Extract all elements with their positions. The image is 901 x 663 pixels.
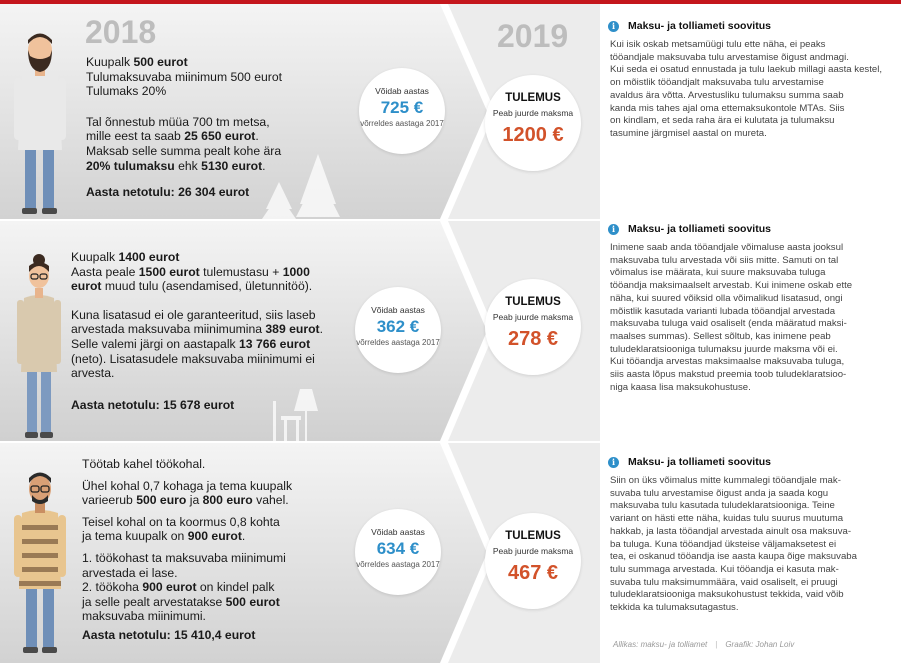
- advice-line: Kui isik oskab metsamüügi tulu ette näha, ei peaks: [610, 39, 826, 50]
- result-value: 1200 €: [502, 124, 564, 146]
- detail-text: Ühel kohal 0,7 kohaga ja tema kuupalk: [82, 478, 293, 493]
- result-label: Peab juurde maksma: [492, 108, 574, 118]
- man-beard-figure: [10, 30, 70, 216]
- advice-line: maksuvaba tulu kasutada tuludeklaratsiooniga. Teine: [610, 500, 835, 512]
- detail-text: mille eest ta saab: [86, 129, 185, 144]
- row-1-details: [86, 55, 282, 200]
- gain-label: Võidab aastas: [371, 527, 425, 537]
- advice-line: maksuvaba tulu arvestada või siis mitte. Samuti on tal: [610, 254, 839, 266]
- detail-line: [82, 595, 292, 610]
- detail-line: [86, 115, 282, 130]
- row-2-block-2: [71, 308, 323, 381]
- row-1-result-circle: [485, 75, 581, 171]
- advice-line: tuludeklaratsiooniga tulumaksu juurde maksma või ei.: [610, 343, 838, 355]
- gain-compare: võrreldes aastaga 2017: [356, 338, 440, 347]
- info-icon: i: [608, 21, 619, 32]
- row-3-result-circle: [485, 513, 581, 609]
- row-2-advice-panel: [608, 223, 896, 394]
- row-2-result-circle: [485, 279, 581, 375]
- detail-line: [71, 322, 323, 337]
- detail-text: .: [255, 129, 259, 144]
- advice-line: võimalus ise määrata, kui suure maksuvaba tuluga: [610, 267, 826, 279]
- row-2-band: [0, 221, 600, 441]
- footer-separator: |: [715, 640, 718, 649]
- year-2019-label: 2019: [497, 18, 569, 54]
- advice-line: näha, kui suured võiksid olla võimalikud lisatasud, ongi: [610, 292, 843, 304]
- detail-emphasis: 25 650 eurot: [184, 129, 256, 144]
- result-label: Peab juurde maksma: [492, 546, 574, 556]
- row-3-advice-panel: [608, 456, 896, 615]
- advice-title: Maksu- ja tolliameti soovitus: [628, 456, 771, 468]
- detail-line: [71, 279, 323, 294]
- detail-text: Töötab kahel töökohal.: [82, 457, 206, 471]
- detail-line: [82, 529, 292, 544]
- advice-body: [608, 475, 896, 615]
- advice-line: on kindlam, et seda raha ära ei kulutata ja tulumaksu: [610, 115, 835, 127]
- row-1-block-1: [86, 55, 282, 99]
- detail-text: Tulumaks 20%: [86, 84, 167, 99]
- detail-line: [86, 84, 282, 99]
- result-value: 467 €: [507, 562, 559, 584]
- advice-header: [608, 223, 896, 235]
- detail-line: [82, 493, 292, 508]
- detail-line: [86, 159, 282, 174]
- detail-line: [82, 566, 292, 581]
- detail-line: [86, 70, 282, 85]
- detail-text: on kindel palk: [196, 580, 275, 595]
- detail-line: [82, 479, 292, 494]
- detail-text: tulemustasu +: [199, 264, 283, 279]
- detail-emphasis: 1000: [282, 264, 310, 279]
- advice-line: on mõistlik tööandjalt maksuvaba tulu arvestamise: [610, 77, 824, 89]
- advice-line: Siin on üks võimalus mitte kummalegi tööandjale mak-: [610, 475, 841, 486]
- detail-text: 1. töökohast ta maksuvaba miinimumi: [82, 550, 286, 565]
- detail-line: [82, 609, 292, 624]
- detail-line: [82, 515, 292, 530]
- advice-line: tekkida ka tulumaksutagastus.: [610, 602, 739, 614]
- detail-emphasis: 500 euro: [136, 493, 187, 508]
- row-3-net-income: Aasta netotulu: 15 410,4 eurot: [82, 627, 256, 642]
- row-3-block-2: [82, 479, 292, 508]
- detail-text: arvestada maksuvaba miinimumina: [71, 322, 266, 337]
- advice-line: tuludeklaratsiooniga maksukohustust tekkida, vaid võib: [610, 589, 844, 601]
- detail-emphasis: 389 eurot: [265, 322, 320, 337]
- detail-emphasis: eurot: [71, 279, 102, 294]
- detail-text: Tal õnnestub müüa 700 tm metsa,: [86, 114, 270, 129]
- advice-line: tea, ei oskanud tööandja ise aasta kaupa õige maksuvaba: [610, 551, 857, 563]
- row-2-net-income: Aasta netotulu: 15 678 eurot: [71, 397, 235, 412]
- detail-emphasis: 5130 eurot: [201, 158, 263, 173]
- advice-line: Kui seda ei osatud ennustada ja tulu laekub millagi aasta kestel,: [610, 64, 882, 76]
- row-3-block-3: [82, 515, 292, 544]
- detail-text: (neto). Lisatasudele maksuvaba miinimumi ei: [71, 351, 315, 366]
- woman-figure: [14, 254, 64, 440]
- result-title: TULEMUS: [505, 92, 561, 104]
- detail-text: muud tulu (asendamised, ületunnitöö).: [101, 279, 313, 294]
- row-1-advice-panel: [608, 20, 896, 141]
- detail-line: [86, 144, 282, 159]
- row-2-gain-circle: [355, 287, 441, 373]
- row-3-details: [82, 457, 292, 643]
- advice-body: [608, 39, 896, 141]
- advice-line: kanda mis tahes ajal oma ettemaksukontole MTAs. Siis: [610, 102, 845, 114]
- detail-line: [82, 580, 292, 595]
- info-icon: i: [608, 224, 619, 235]
- detail-line: [86, 55, 282, 70]
- advice-line: variant on hästi ette näha, kuidas tulu suurus muutuma: [610, 513, 844, 525]
- gain-label: Võidab aastas: [375, 86, 429, 96]
- footer-credits: [613, 640, 794, 649]
- gain-value: 362 €: [376, 317, 420, 336]
- detail-emphasis: 900 eurot: [142, 580, 197, 595]
- detail-line: [71, 337, 323, 352]
- detail-text: ja tema kuupalk on: [82, 529, 188, 544]
- advice-title: Maksu- ja tolliameti soovitus: [628, 20, 771, 32]
- detail-text: arvestada ei lase.: [82, 565, 178, 580]
- row-1-block-2: [86, 115, 282, 173]
- row-1-band: [0, 4, 600, 219]
- footer-source: Allikas: maksu- ja tolliamet: [613, 640, 708, 649]
- advice-header: [608, 456, 896, 468]
- advice-line: Inimene saab anda tööandjale võimaluse aasta jooksul: [610, 242, 844, 253]
- detail-line: [71, 366, 323, 381]
- info-icon: i: [608, 457, 619, 468]
- gain-compare: võrreldes aastaga 2017: [356, 560, 440, 569]
- result-label: Peab juurde maksma: [492, 312, 574, 322]
- detail-emphasis: 500 eurot: [133, 55, 188, 69]
- detail-text: .: [262, 158, 266, 173]
- detail-line: [71, 265, 323, 280]
- detail-line: [71, 250, 323, 265]
- detail-line: [82, 551, 292, 566]
- detail-text: arvesta.: [71, 366, 115, 381]
- detail-line: [71, 352, 323, 367]
- row-3-band: [0, 443, 600, 663]
- detail-text: Kuupalk: [86, 55, 134, 69]
- detail-emphasis: 1500 eurot: [138, 264, 200, 279]
- detail-text: ja selle pealt arvestatakse: [82, 594, 226, 609]
- advice-line: tulu summaga arvestada. Kui tööandja ei kasuta mak-: [610, 563, 839, 575]
- detail-line: [82, 457, 292, 472]
- detail-line: [86, 129, 282, 144]
- detail-text: Aasta peale: [71, 264, 139, 279]
- detail-text: Kuna lisatasud ei ole garanteeritud, siis laseb: [71, 307, 316, 322]
- year-2018-label: 2018: [85, 14, 157, 50]
- row-1-gain-circle: [359, 68, 445, 154]
- advice-line: maksuvaba tuluga vaid osaliselt (enda määratud maksi-: [610, 318, 847, 330]
- advice-line: tööandjale maksuvaba tulu arvestamise õigust andmagi.: [610, 51, 849, 63]
- detail-text: vahel.: [252, 493, 289, 508]
- gain-value: 634 €: [376, 539, 420, 558]
- advice-line: avaldus ära võtta. Arvestusliku tulumaksu summa saab: [610, 89, 844, 101]
- detail-text: .: [241, 529, 246, 544]
- detail-text: varieerub: [82, 493, 137, 508]
- detail-emphasis: 13 766 eurot: [239, 336, 311, 351]
- detail-text: Maksab selle summa pealt kohe ära: [86, 143, 282, 158]
- advice-line: Kui tööandja arvestas maksimaalse maksuvaba tuluga,: [610, 356, 845, 368]
- detail-emphasis: 800 euro: [202, 493, 253, 508]
- detail-text: Teisel kohal on ta koormus 0,8 kohta: [82, 514, 280, 529]
- row-3-block-4: [82, 551, 292, 624]
- advice-line: tasumine järgmisel aastal on mureta.: [610, 127, 767, 139]
- row-2-details: [71, 250, 323, 412]
- advice-line: suvaba tulu arvestamise õigust anda ja saada kogu: [610, 487, 829, 499]
- result-title: TULEMUS: [505, 296, 561, 308]
- detail-emphasis: 500 eurot: [225, 594, 280, 609]
- advice-line: mõistlik kasutada varianti lubada tööandjal arvestada: [610, 305, 836, 317]
- row-3-block-1: [82, 457, 292, 472]
- detail-emphasis: 20% tulumaksu: [86, 158, 175, 173]
- row-3-gain-circle: [355, 509, 441, 595]
- advice-line: maalses summas). Sellest sõltub, kas inimene peab: [610, 330, 831, 342]
- detail-text: ja: [186, 493, 203, 508]
- detail-text: ehk: [174, 158, 202, 173]
- detail-text: Kuupalk: [71, 250, 119, 264]
- result-value: 278 €: [507, 328, 559, 350]
- advice-title: Maksu- ja tolliameti soovitus: [628, 223, 771, 235]
- detail-emphasis: 900 eurot: [187, 529, 242, 544]
- row-2-block-1: [71, 250, 323, 294]
- detail-emphasis: 1400 eurot: [118, 250, 180, 264]
- gain-label: Võidab aastas: [371, 305, 425, 315]
- advice-line: suvaba tulu maksimummäära, vaid osaliselt, ei pruugi: [610, 576, 838, 588]
- detail-text: .: [319, 322, 323, 337]
- man-glasses-figure: [12, 469, 68, 655]
- detail-line: [71, 308, 323, 323]
- advice-body: [608, 242, 896, 394]
- detail-text: maksuvaba miinimumi.: [82, 609, 206, 624]
- advice-header: [608, 20, 896, 32]
- advice-line: siis aasta lõpus makstud preemia toob tuludeklaratsioo-: [610, 369, 847, 381]
- advice-line: hakkab, ja lasta tööandjal arvestada ainult osa maksuva-: [610, 525, 852, 537]
- detail-text: Tulumaksuvaba miinimum 500 eurot: [86, 69, 282, 84]
- gain-value: 725 €: [380, 98, 424, 117]
- result-title: TULEMUS: [505, 530, 561, 542]
- detail-text: Selle valemi järgi on aastapalk: [71, 336, 240, 351]
- advice-line: tööandja maksimaalselt arvestab. Kui inimene oskab ette: [610, 280, 853, 292]
- gain-compare: võrreldes aastaga 2017: [360, 119, 444, 128]
- advice-line: niga kaasa lisa maksukohustuse.: [610, 381, 751, 393]
- advice-line: ba tuluga. Kuna tööandjad üksteise väljamaksetest ei: [610, 538, 837, 550]
- row-1-net-income: Aasta netotulu: 26 304 eurot: [86, 185, 250, 200]
- footer-graphic: Graafik: Johan Loiv: [725, 640, 795, 649]
- detail-text: 2. töökoha: [82, 580, 143, 595]
